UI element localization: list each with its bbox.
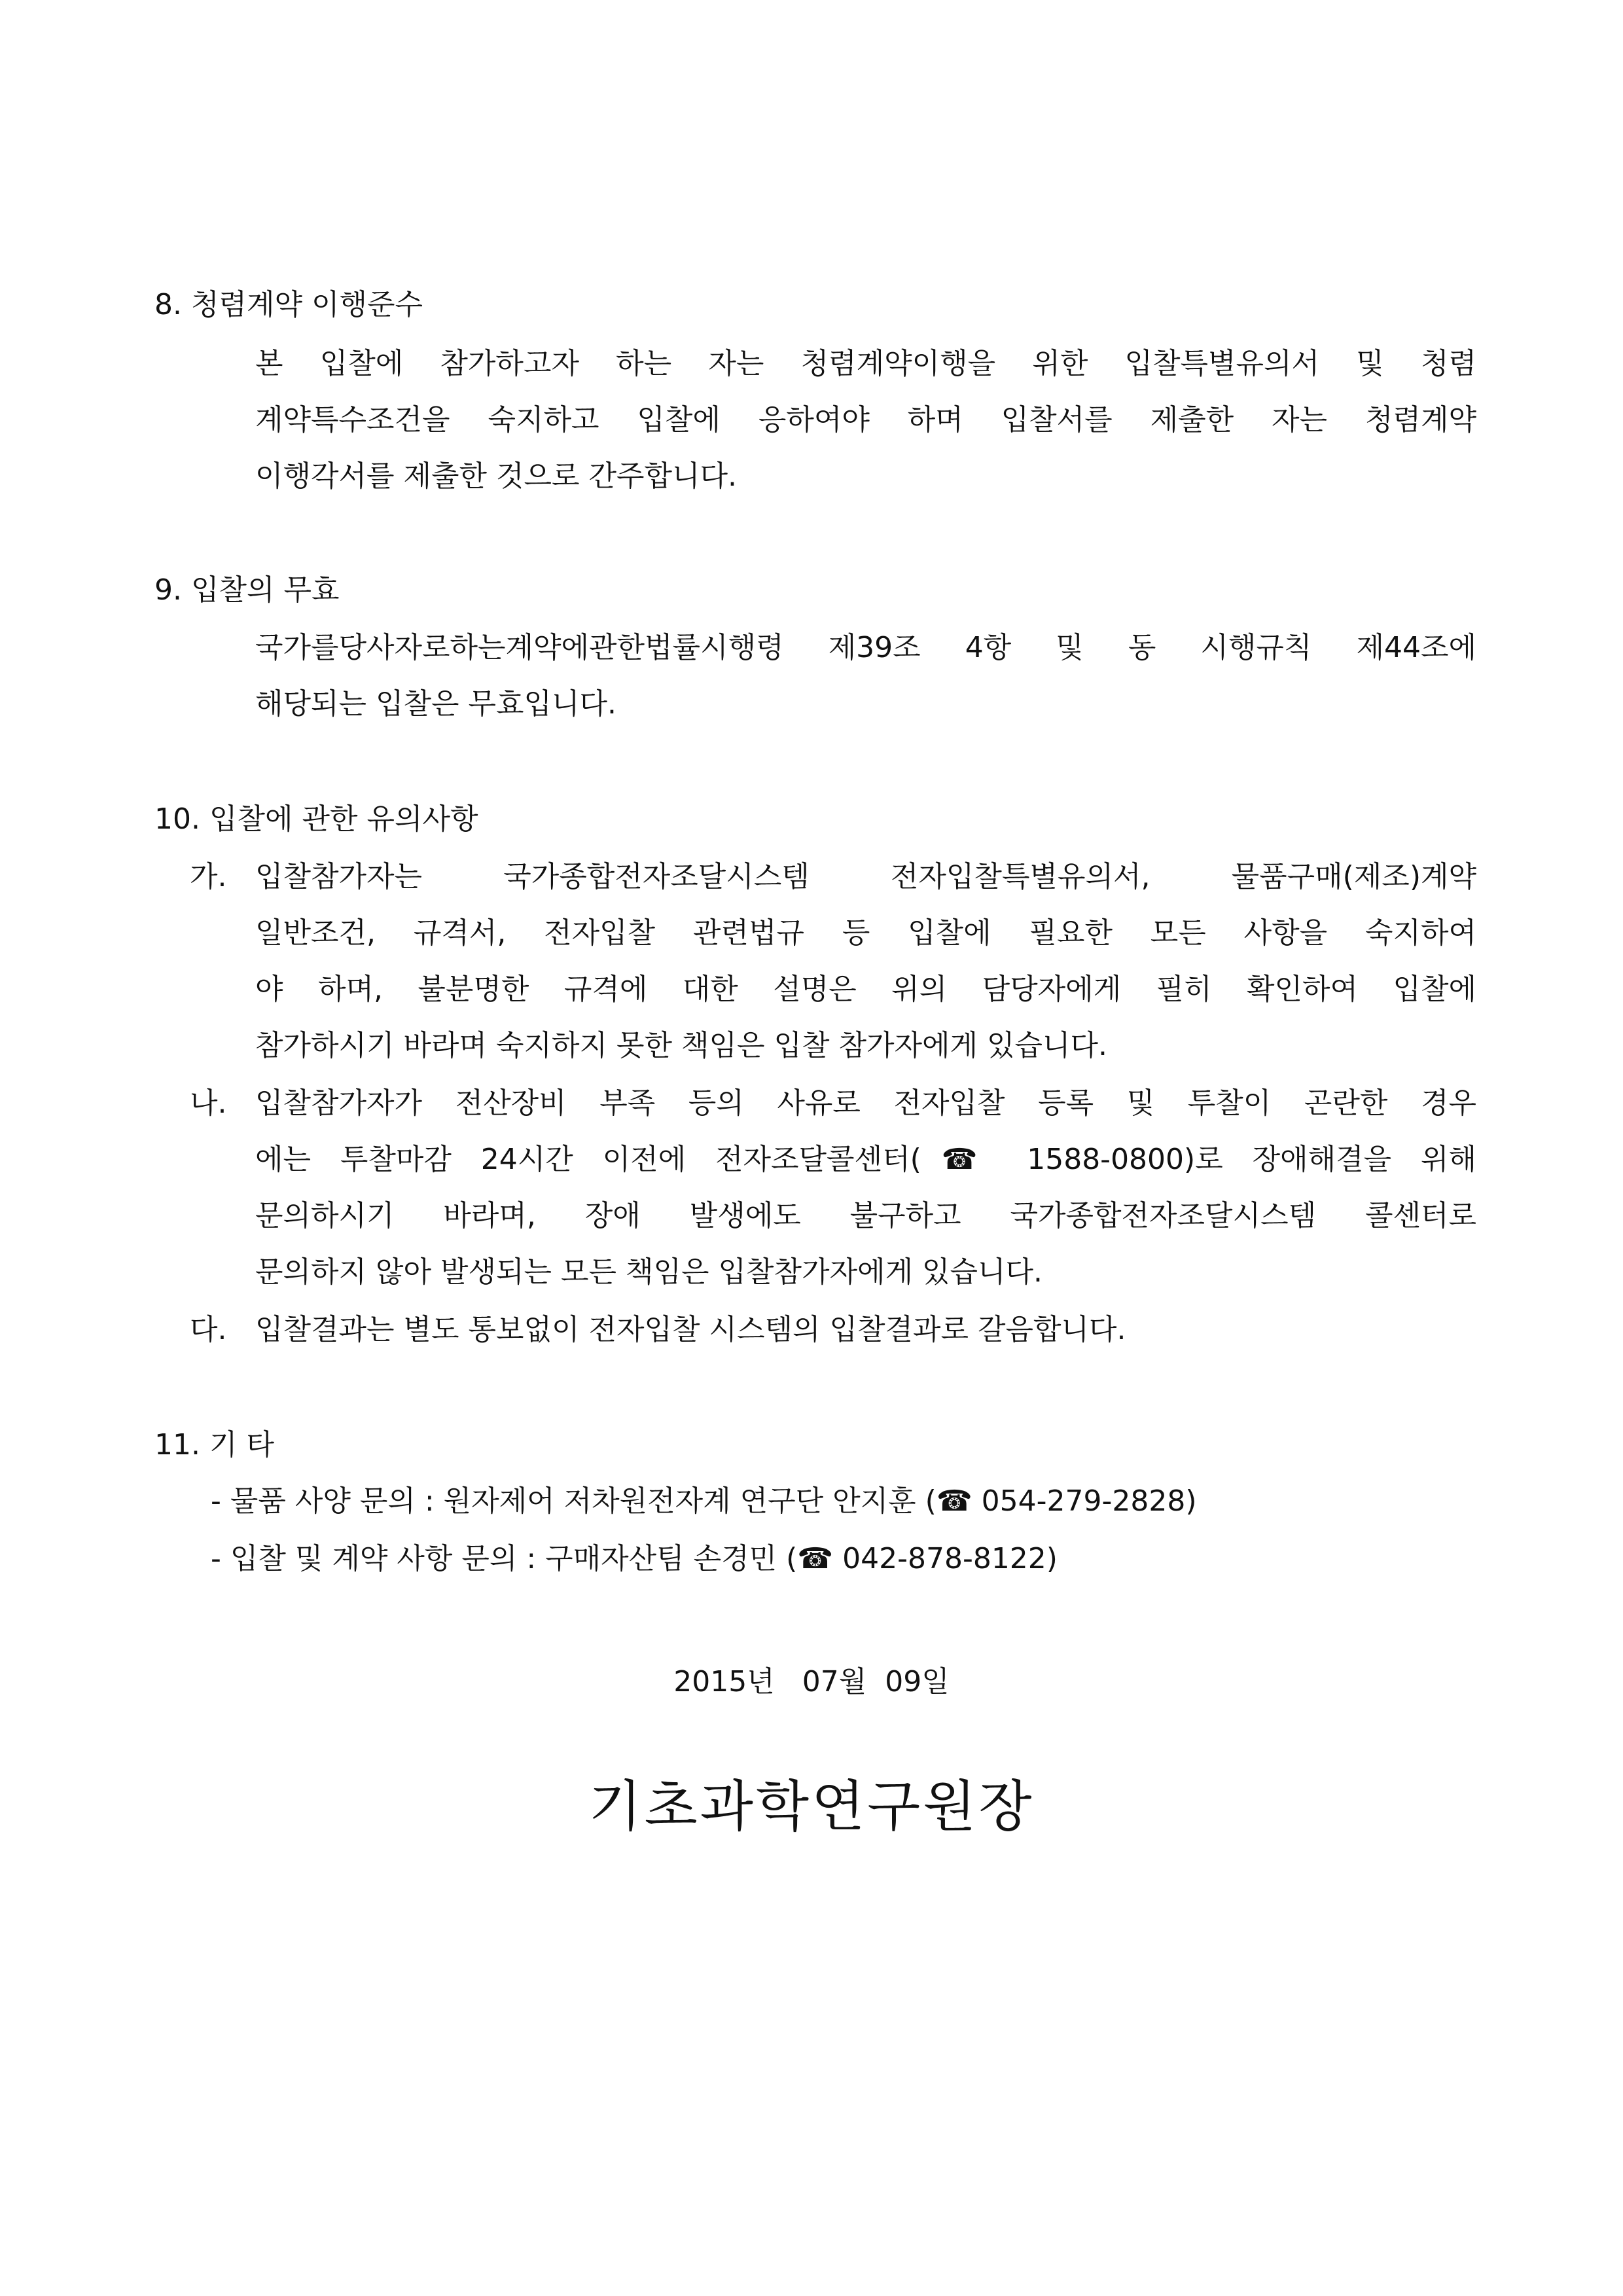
issuer-signature: 기초과학연구원장 [588,1774,1035,1839]
item-na-line: 입찰참가자가 전산장비 부족 등의 사유로 전자입찰 등록 및 투찰이 곤란한 경우 [255,1086,1476,1120]
section-8-heading: 8. 청렴계약 이행준수 [154,288,423,321]
section-8-line: 이행각서를 제출한 것으로 간주합니다. [255,459,738,493]
item-ga-line: 입찰참가자는 국가종합전자조달시스템 전자입찰특별유의서, 물품구매(제조)계약 [255,860,1476,893]
item-ga-line: 야 하며, 불분명한 규격에 대한 설명은 위의 담당자에게 필히 확인하여 입찰에 [255,973,1476,1006]
item-marker: 나. [190,1086,227,1120]
item-na-line: 문의하시기 바라며, 장애 발생에도 불구하고 국가종합전자조달시스템 콜센터로 [255,1199,1476,1232]
section-11-heading: 11. 기 타 [154,1428,274,1462]
item-ga-line: 참가하시기 바라며 숙지하지 못한 책임은 입찰 참가자에게 있습니다. [255,1029,1107,1062]
item-na-line: 문의하지 않아 발생되는 모든 책임은 입찰참가자에게 있습니다. [255,1255,1043,1289]
item-marker: 가. [190,860,227,893]
section-10-heading: 10. 입찰에 관한 유의사항 [154,802,478,836]
contact-product-spec: - 물품 사양 문의 : 원자제어 저차원전자계 연구단 안지훈 (☎ 054-279-2828) [211,1484,1197,1518]
item-marker: 다. [190,1313,227,1346]
contact-bid-contract: - 입찰 및 계약 사항 문의 : 구매자산팀 손경민 (☎ 042-878-8122) [211,1542,1058,1575]
section-9-line: 해당되는 입찰은 무효입니다. [255,687,617,721]
section-8-line: 계약특수조건을 숙지하고 입찰에 응하여야 하며 입찰서를 제출한 자는 청렴계약 [255,403,1476,437]
section-9-heading: 9. 입찰의 무효 [154,573,340,607]
item-ga-line: 일반조건, 규격서, 전자입찰 관련법규 등 입찰에 필요한 모든 사항을 숙지하여 [255,916,1476,950]
document-date: 2015년 07월 09일 [673,1665,950,1698]
item-na-line: 에는 투찰마감 24시간 이전에 전자조달콜센터(☎ 1588-0800)로 장애해결을 위해 [255,1143,1476,1176]
item-da-line: 입찰결과는 별도 통보없이 전자입찰 시스템의 입찰결과로 갈음합니다. [255,1313,1126,1346]
section-8-line: 본 입찰에 참가하고자 하는 자는 청렴계약이행을 위한 입찰특별유의서 및 청렴 [255,347,1476,380]
section-9-line: 국가를당사자로하는계약에관한법률시행령 제39조 4항 및 동 시행규칙 제44조에 [255,631,1476,664]
